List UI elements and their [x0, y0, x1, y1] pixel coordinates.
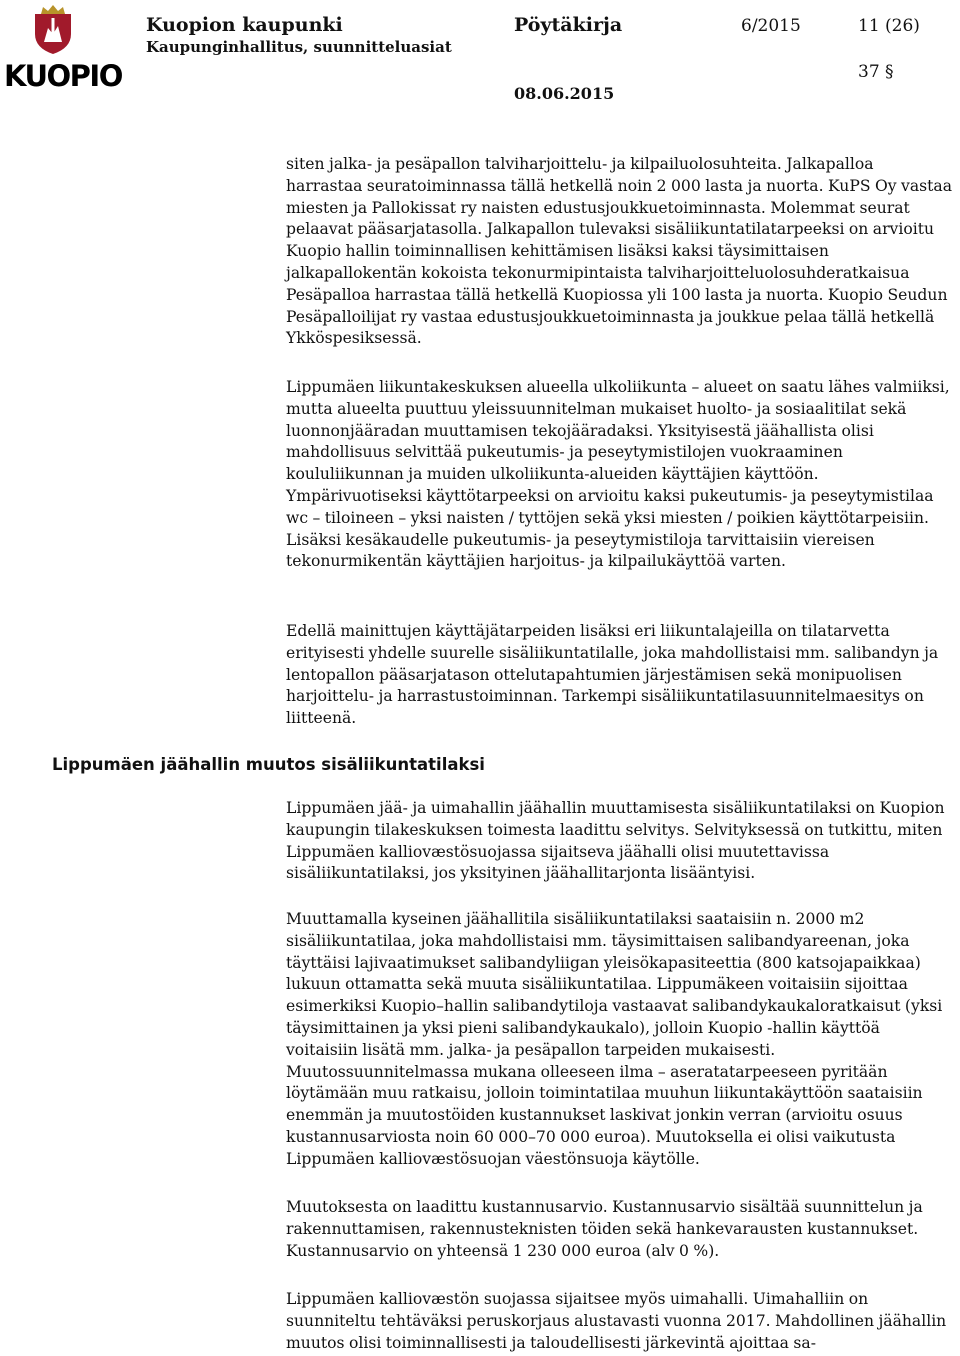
section-number: 37 § [858, 62, 894, 82]
meeting-date: 08.06.2015 [514, 84, 615, 103]
section-heading: Lippumäen jäähallin muutos sisäliikuntatilaksi [52, 755, 485, 774]
body-paragraph-4: Lippumäen jää- ja uimahallin jäähallin muuttamisesta sisäliikuntatilaksi on Kuopion kaupungin tilakeskuksen toimesta laadittu selvitys. Selvityksessä on tutkittu, miten Lippumäen kalliovæstösuojassa sijaitseva jäähalli olisi muutettavissa sisäliikuntatilaksi, jos yksityinen jäähallitarjonta lisääntyisi. [286, 799, 945, 883]
body-paragraph-3: Edellä mainittujen käyttäjätarpeiden lisäksi eri liikuntalajeilla on tilatarvetta erityisesti yhdelle suurelle sisäliikuntatilalle, joka mahdollistaisi mm. salibandyn ja lentopallon pääsarjatason ottelutapahtumien järjestämisen sekä monipuolisen harjoittelu- ja harrastustoiminnan. Tarkempi sisäliikuntatilasuunnitelmaesitys on liitteenä. [286, 622, 939, 728]
page-number: 11 (26) [858, 16, 920, 36]
document-number: 6/2015 [741, 16, 801, 36]
coat-of-arms-icon [32, 4, 74, 56]
organization-name: Kuopion kaupunki [146, 14, 343, 36]
body-paragraph-6: Muutoksesta on laadittu kustannusarvio. Kustannusarvio sisältää suunnittelun ja rakennuttamisen, rakennusteknisten töiden sekä hankevarausten kustannukset. Kustannusarvio on yhteensä 1 230 000 euroa (alv 0 %). [286, 1198, 923, 1260]
document-type: Pöytäkirja [514, 14, 623, 36]
department-name: Kaupunginhallitus, suunnitteluasiat [146, 38, 452, 56]
logo-wordmark: KUOPIO [4, 59, 122, 93]
body-paragraph-5: Muuttamalla kyseinen jäähallitila sisäliikuntatilaksi saataisiin n. 2000 m2 sisäliikuntatilaa, joka mahdollistaisi mm. täysimittaisen salibandyareenan, joka täyttäisi lajivaatimukset salibandyliigan yleisökapasiteettia (800 katsojapaikkaa) lukuun ottamatta sekä muuta sisäliikuntatilaa. Lippumäkeen voitaisiin sijoittaa esimerkiksi Kuopio–hallin salibandytiloja vastaavat salibandykaukaloratkaisut (yksi täysimittainen ja yksi pieni salibandykaukalo), jolloin Kuopio -hallin käyttöä voitaisiin lisätä mm. jalka- ja pesäpallon tarpeiden mukaisesti. Muutossuunnitelmassa mukana olleeseen ilma – aseratatarpeeseen pyritään löytämään muu ratkaisu, jolloin toimintatilaa muuhun liikuntakäyttöön saataisiin enemmän ja muutostöiden kustannukset laskivat jonkin verran (arvioitu osuus kustannusarviosta noin 60 000–70 000 euroa). Muutoksella ei olisi vaikutusta Lippumäen kalliovæstösuojan väestönsuoja käytölle. [286, 910, 943, 1168]
body-paragraph-1: siten jalka- ja pesäpallon talviharjoittelu- ja kilpailuolosuhteita. Jalkapalloa harrastaa seuratoiminnassa tällä hetkellä noin 2 000 lasta ja nuorta. KuPS Oy vastaa miesten ja Pallokissat ry naisten edustusjoukkuetoiminnasta. Molemmat seurat pelaavat pääsarjatasolla. Jalkapallon tulevaksi sisäliikuntatilatarpeeksi on arvioitu Kuopio hallin toiminnallisen kehittämisen lisäksi kaksi täysimittaisen jalkapallokentän kokoista tekonurmipintaista talviharjoitteluolosuhderatkaisua Pesäpalloa harrastaa tällä hetkellä Kuopiossa yli 100 lasta ja nuorta. Kuopio Seudun Pesäpalloilijat ry vastaa edustusjoukkuetoiminnasta ja joukkue pelaa tällä hetkellä Ykköspesiksessä. [286, 155, 953, 348]
body-paragraph-2: Lippumäen liikuntakeskuksen alueella ulkoliikunta – alueet on saatu lähes valmiiksi, mutta alueelta puuttuu yleissuunnitelman mukaiset huolto- ja sosiaalitilat sekä luonnonjääradan muuttamisen tekojääradaksi. Yksityisestä jäähallista olisi mahdollisuus selvittää pukeutumis- ja peseytymistilojen vuokraaminen koululiikunnan ja muiden ulkoliikunta-alueiden käyttäjien käyttöön. Ympärivuotiseksi käyttötarpeeksi on arvioitu kaksi pukeutumis- ja peseytymistilaa wc – tiloineen – yksi naisten / tyttöjen sekä yksi miesten / poikien käyttötarpeisiin. Lisäksi kesäkaudelle pukeutumis- ja peseytymistiloja tarvittaisiin viereisen tekonurmikentän käyttäjien harjoitus- ja kilpailukäyttöä varten. [286, 378, 950, 571]
kuopio-logo [4, 4, 122, 96]
body-paragraph-7: Lippumäen kalliovæstön suojassa sijaitsee myös uimahalli. Uimahalliin on suunniteltu tehtäväksi peruskorjaus alustavasti vuonna 2017. Mahdollinen jäähallin muutos olisi toiminnallisesti ja taloudellisesti järkevintä ajoittaa sa- [286, 1290, 947, 1352]
